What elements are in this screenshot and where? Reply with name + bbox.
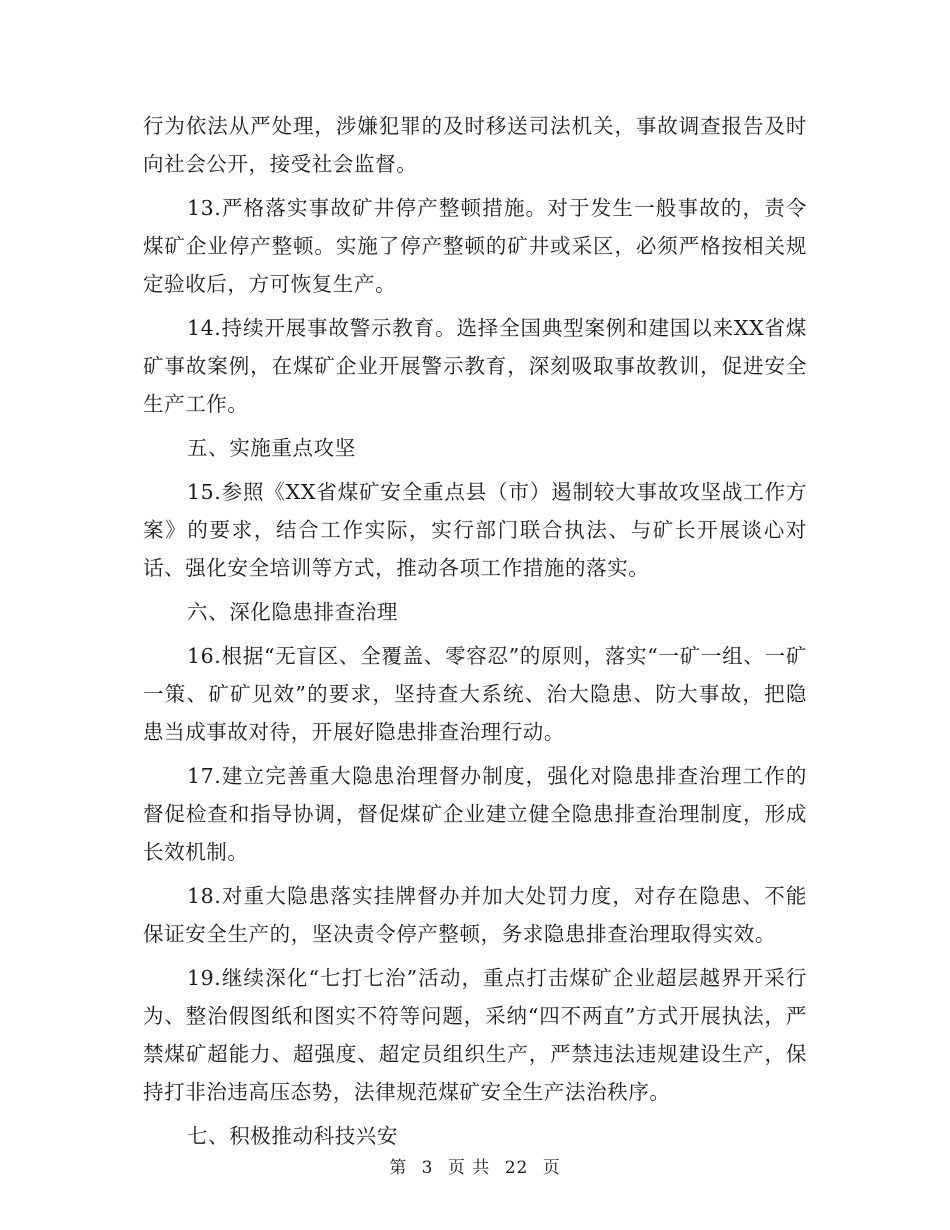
paragraph-item-16: 16.根据“无盲区、全覆盖、零容忍”的原则，落实“一矿一组、一矿一策、矿矿见效”的要求，坚持查大系统、治大隐患、防大事故，把隐患当成事故对待，开展好隐患排查治理行动。	[143, 644, 807, 744]
paragraph-item-15: 15.参照《XX省煤矿安全重点县（市）遏制较大事故攻坚战工作方案》的要求，结合工作实际，实行部门联合执法、与矿长开展谈心对话、强化安全培训等方式，推动各项工作措施的落实。	[143, 480, 807, 580]
paragraph-item-18: 18.对重大隐患落实挂牌督办并加大处罚力度，对存在隐患、不能保证安全生产的，坚决责令停产整顿，务求隐患排查治理取得实效。	[143, 884, 807, 946]
page-footer	[0, 1153, 950, 1178]
paragraph-item-13: 13.严格落实事故矿井停产整顿措施。对于发生一般事故的，责令煤矿企业停产整顿。实施了停产整顿的矿井或采区，必须严格按相关规定验收后，方可恢复生产。	[143, 196, 807, 296]
footer-suffix: 页	[542, 1158, 561, 1178]
paragraph-item-17: 17.建立完善重大隐患治理督办制度，强化对隐患排查治理工作的督促检查和指导协调，督促煤矿企业建立健全隐患排查治理制度，形成长效机制。	[143, 764, 807, 864]
footer-total-pages: 22	[504, 1158, 529, 1178]
paragraph-continuation: 行为依法从严处理，涉嫌犯罪的及时移送司法机关，事故调查报告及时向社会公开，接受社会监督。	[143, 114, 807, 176]
paragraph-item-19: 19.继续深化“七打七治”活动，重点打击煤矿企业超层越界开采行为、整治假图纸和图实不符等问题，采纳“四不两直”方式开展执法，严禁煤矿超能力、超强度、超定员组织生产，严禁违法违规建设生产，保持打非治违高压态势，法律规范煤矿安全生产法治秩序。	[143, 966, 807, 1104]
footer-prefix: 第	[389, 1158, 408, 1178]
paragraph-item-14: 14.持续开展事故警示教育。选择全国典型案例和建国以来XX省煤矿事故案例，在煤矿企业开展警示教育，深刻吸取事故教训，促进安全生产工作。	[143, 316, 807, 416]
footer-middle: 页 共	[447, 1158, 491, 1178]
document-body	[143, 107, 807, 1155]
section-heading-6: 六、深化隐患排查治理	[187, 600, 398, 624]
footer-page-number: 3	[421, 1158, 434, 1178]
section-heading-5: 五、实施重点攻坚	[187, 436, 356, 460]
section-heading-7: 七、积极推动科技兴安	[187, 1124, 398, 1148]
